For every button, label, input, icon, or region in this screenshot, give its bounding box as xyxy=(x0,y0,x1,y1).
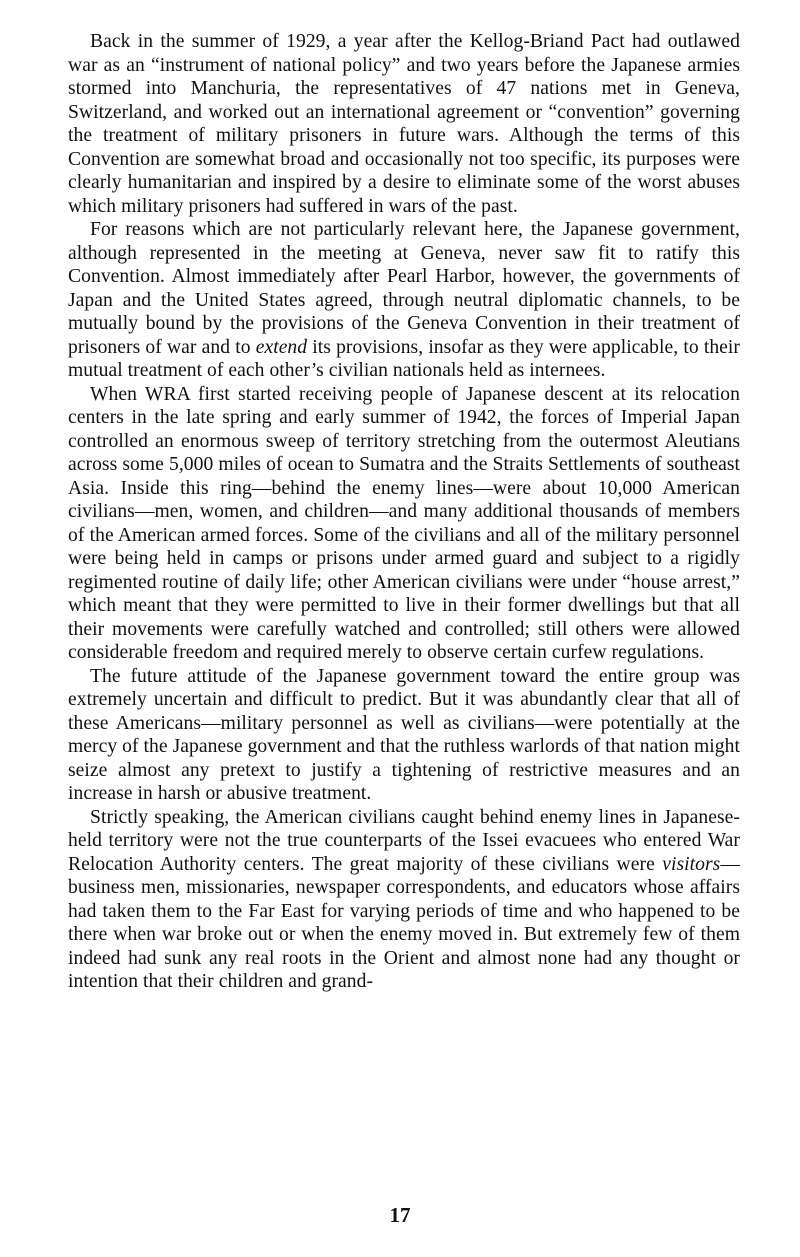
page-body xyxy=(68,30,740,994)
paragraph-5 xyxy=(68,806,740,994)
paragraph-5-text-b: —business men, missionaries, newspaper correspondents, and educators whose affairs had taken them to the Far East for varying periods of time and who happened to be there when war broke out or when the enemy moved in. But extremely few of them indeed had sunk any real roots in the Orient and almost none had any thought or intention that their children and grand- xyxy=(68,853,740,992)
paragraph-3-text: When WRA first started receiving people of Japanese descent at its relocation centers in the late spring and early summer of 1942, the forces of Imperial Japan controlled an enormous sweep of territory stretching from the outermost Aleutians across some 5,000 miles of ocean to Sumatra and the Straits Settlements of southeast Asia. Inside this ring—behind the enemy lines—were about 10,000 American civilians—men, women, and children—and many additional thousands of members of the American armed forces. Some of the civilians and all of the military personnel were being held in camps or prisons under armed guard and subject to a rigidly regimented routine of daily life; other American civilians were under “house arrest,” which meant that they were permitted to live in their former dwellings but that all their movements were carefully watched and controlled; still others were allowed considerable freedom and required merely to observe certain curfew regulations. xyxy=(68,383,740,663)
page-number: 17 xyxy=(389,1203,411,1227)
paragraph-2 xyxy=(68,218,740,383)
paragraph-4 xyxy=(68,665,740,806)
paragraph-5-text-a: Strictly speaking, the American civilians caught behind enemy lines in Japanese-held territory were not the true counterparts of the Issei evacuees who entered War Relocation Authority centers. The great majority of these civilians were xyxy=(68,806,740,875)
paragraph-3 xyxy=(68,383,740,665)
paragraph-5-emphasis: visitors xyxy=(662,853,721,875)
paragraph-1-text: Back in the summer of 1929, a year after the Kellog-Briand Pact had outlawed war as an “instrument of national policy” and two years before the Japanese armies stormed into Manchuria, the representatives of 47 nations met in Geneva, Switzerland, and worked out an international agreement or “convention” governing the treatment of military prisoners in future wars. Although the terms of this Convention are somewhat broad and occasionally not too specific, its purposes were clearly humanitarian and inspired by a desire to eliminate some of the worst abuses which military prisoners had suffered in wars of the past. xyxy=(68,31,740,217)
paragraph-2-text-a: For reasons which are not particularly relevant here, the Japanese government, although represented in the meeting at Geneva, never saw fit to ratify this Convention. Almost immediately after Pearl Harbor, however, the governments of Japan and the United States agreed, through neutral diplomatic channels, to be mutually bound by the provisions of the Geneva Convention in their treatment of prisoners of war and to xyxy=(68,219,740,358)
paragraph-4-text: The future attitude of the Japanese government toward the entire group was extremely uncertain and difficult to predict. But it was abundantly clear that all of these Americans—military personnel as well as civilians—were potentially at the mercy of the Japanese government and that the ruthless warlords of that nation might seize almost any pretext to justify a tightening of restrictive measures and an increase in harsh or abusive treatment. xyxy=(68,665,740,804)
paragraph-2-emphasis: extend xyxy=(255,336,308,358)
paragraph-1 xyxy=(68,30,740,218)
paragraph-2-text-b: its provisions, insofar as they were applicable, to their mutual treatment of each other’s civilian nationals held as internees. xyxy=(68,336,740,381)
